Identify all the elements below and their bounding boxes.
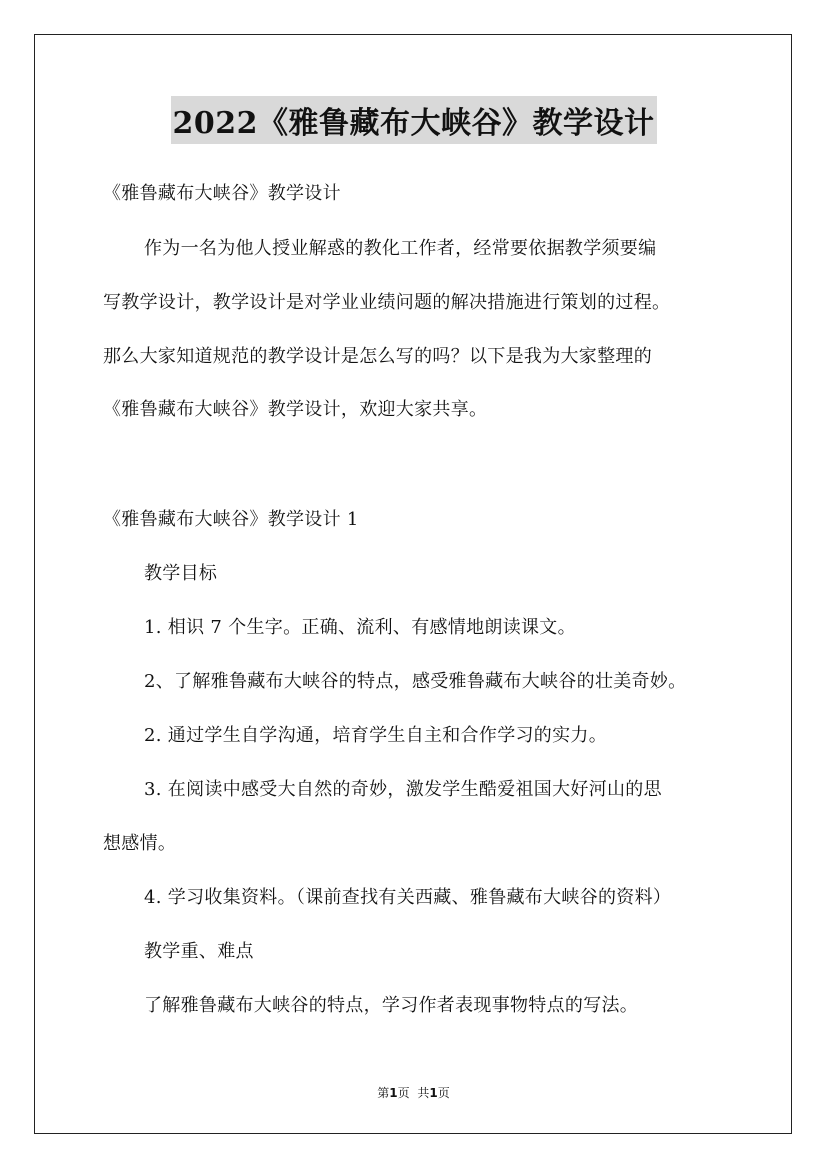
document-title-text: 2022《雅鲁藏布大峡谷》教学设计 xyxy=(171,96,657,144)
section-heading: 《雅鲁藏布大峡谷》教学设计 1 xyxy=(103,509,359,530)
intro-line-4: 《雅鲁藏布大峡谷》教学设计，欢迎大家共享。 xyxy=(103,399,488,420)
goal-item-2: 2、了解雅鲁藏布大峡谷的特点，感受雅鲁藏布大峡谷的壮美奇妙。 xyxy=(144,671,687,692)
page-number: 1 xyxy=(389,1086,398,1100)
page-prefix: 第 xyxy=(377,1086,390,1100)
goal-item-4-cont: 想感情。 xyxy=(103,833,177,854)
page-suffix: 页 xyxy=(397,1086,410,1100)
total-prefix: 共 xyxy=(417,1086,430,1100)
goal-item-1: 1. 相识 7 个生字。正确、流利、有感情地朗读课文。 xyxy=(144,617,576,638)
page-footer xyxy=(0,1084,827,1101)
key-points: 了解雅鲁藏布大峡谷的特点，学习作者表现事物特点的写法。 xyxy=(144,995,639,1016)
goal-item-3: 2. 通过学生自学沟通，培育学生自主和合作学习的实力。 xyxy=(144,725,607,746)
intro-line-1: 作为一名为他人授业解惑的教化工作者，经常要依据教学须要编 xyxy=(144,238,657,259)
intro-line-2: 写教学设计，教学设计是对学业业绩问题的解决措施进行策划的过程。 xyxy=(103,292,671,313)
goals-heading: 教学目标 xyxy=(144,563,218,584)
intro-line-3: 那么大家知道规范的教学设计是怎么写的吗？以下是我为大家整理的 xyxy=(103,346,652,367)
goal-item-4: 3. 在阅读中感受大自然的奇妙，激发学生酷爱祖国大好河山的思 xyxy=(144,779,662,800)
total-suffix: 页 xyxy=(437,1086,450,1100)
key-heading: 教学重、难点 xyxy=(144,941,254,962)
subtitle: 《雅鲁藏布大峡谷》教学设计 xyxy=(103,183,341,204)
goal-item-5: 4. 学习收集资料。（课前查找有关西藏、雅鲁藏布大峡谷的资料） xyxy=(144,887,672,908)
total-pages: 1 xyxy=(429,1086,438,1100)
document-title xyxy=(0,96,827,144)
